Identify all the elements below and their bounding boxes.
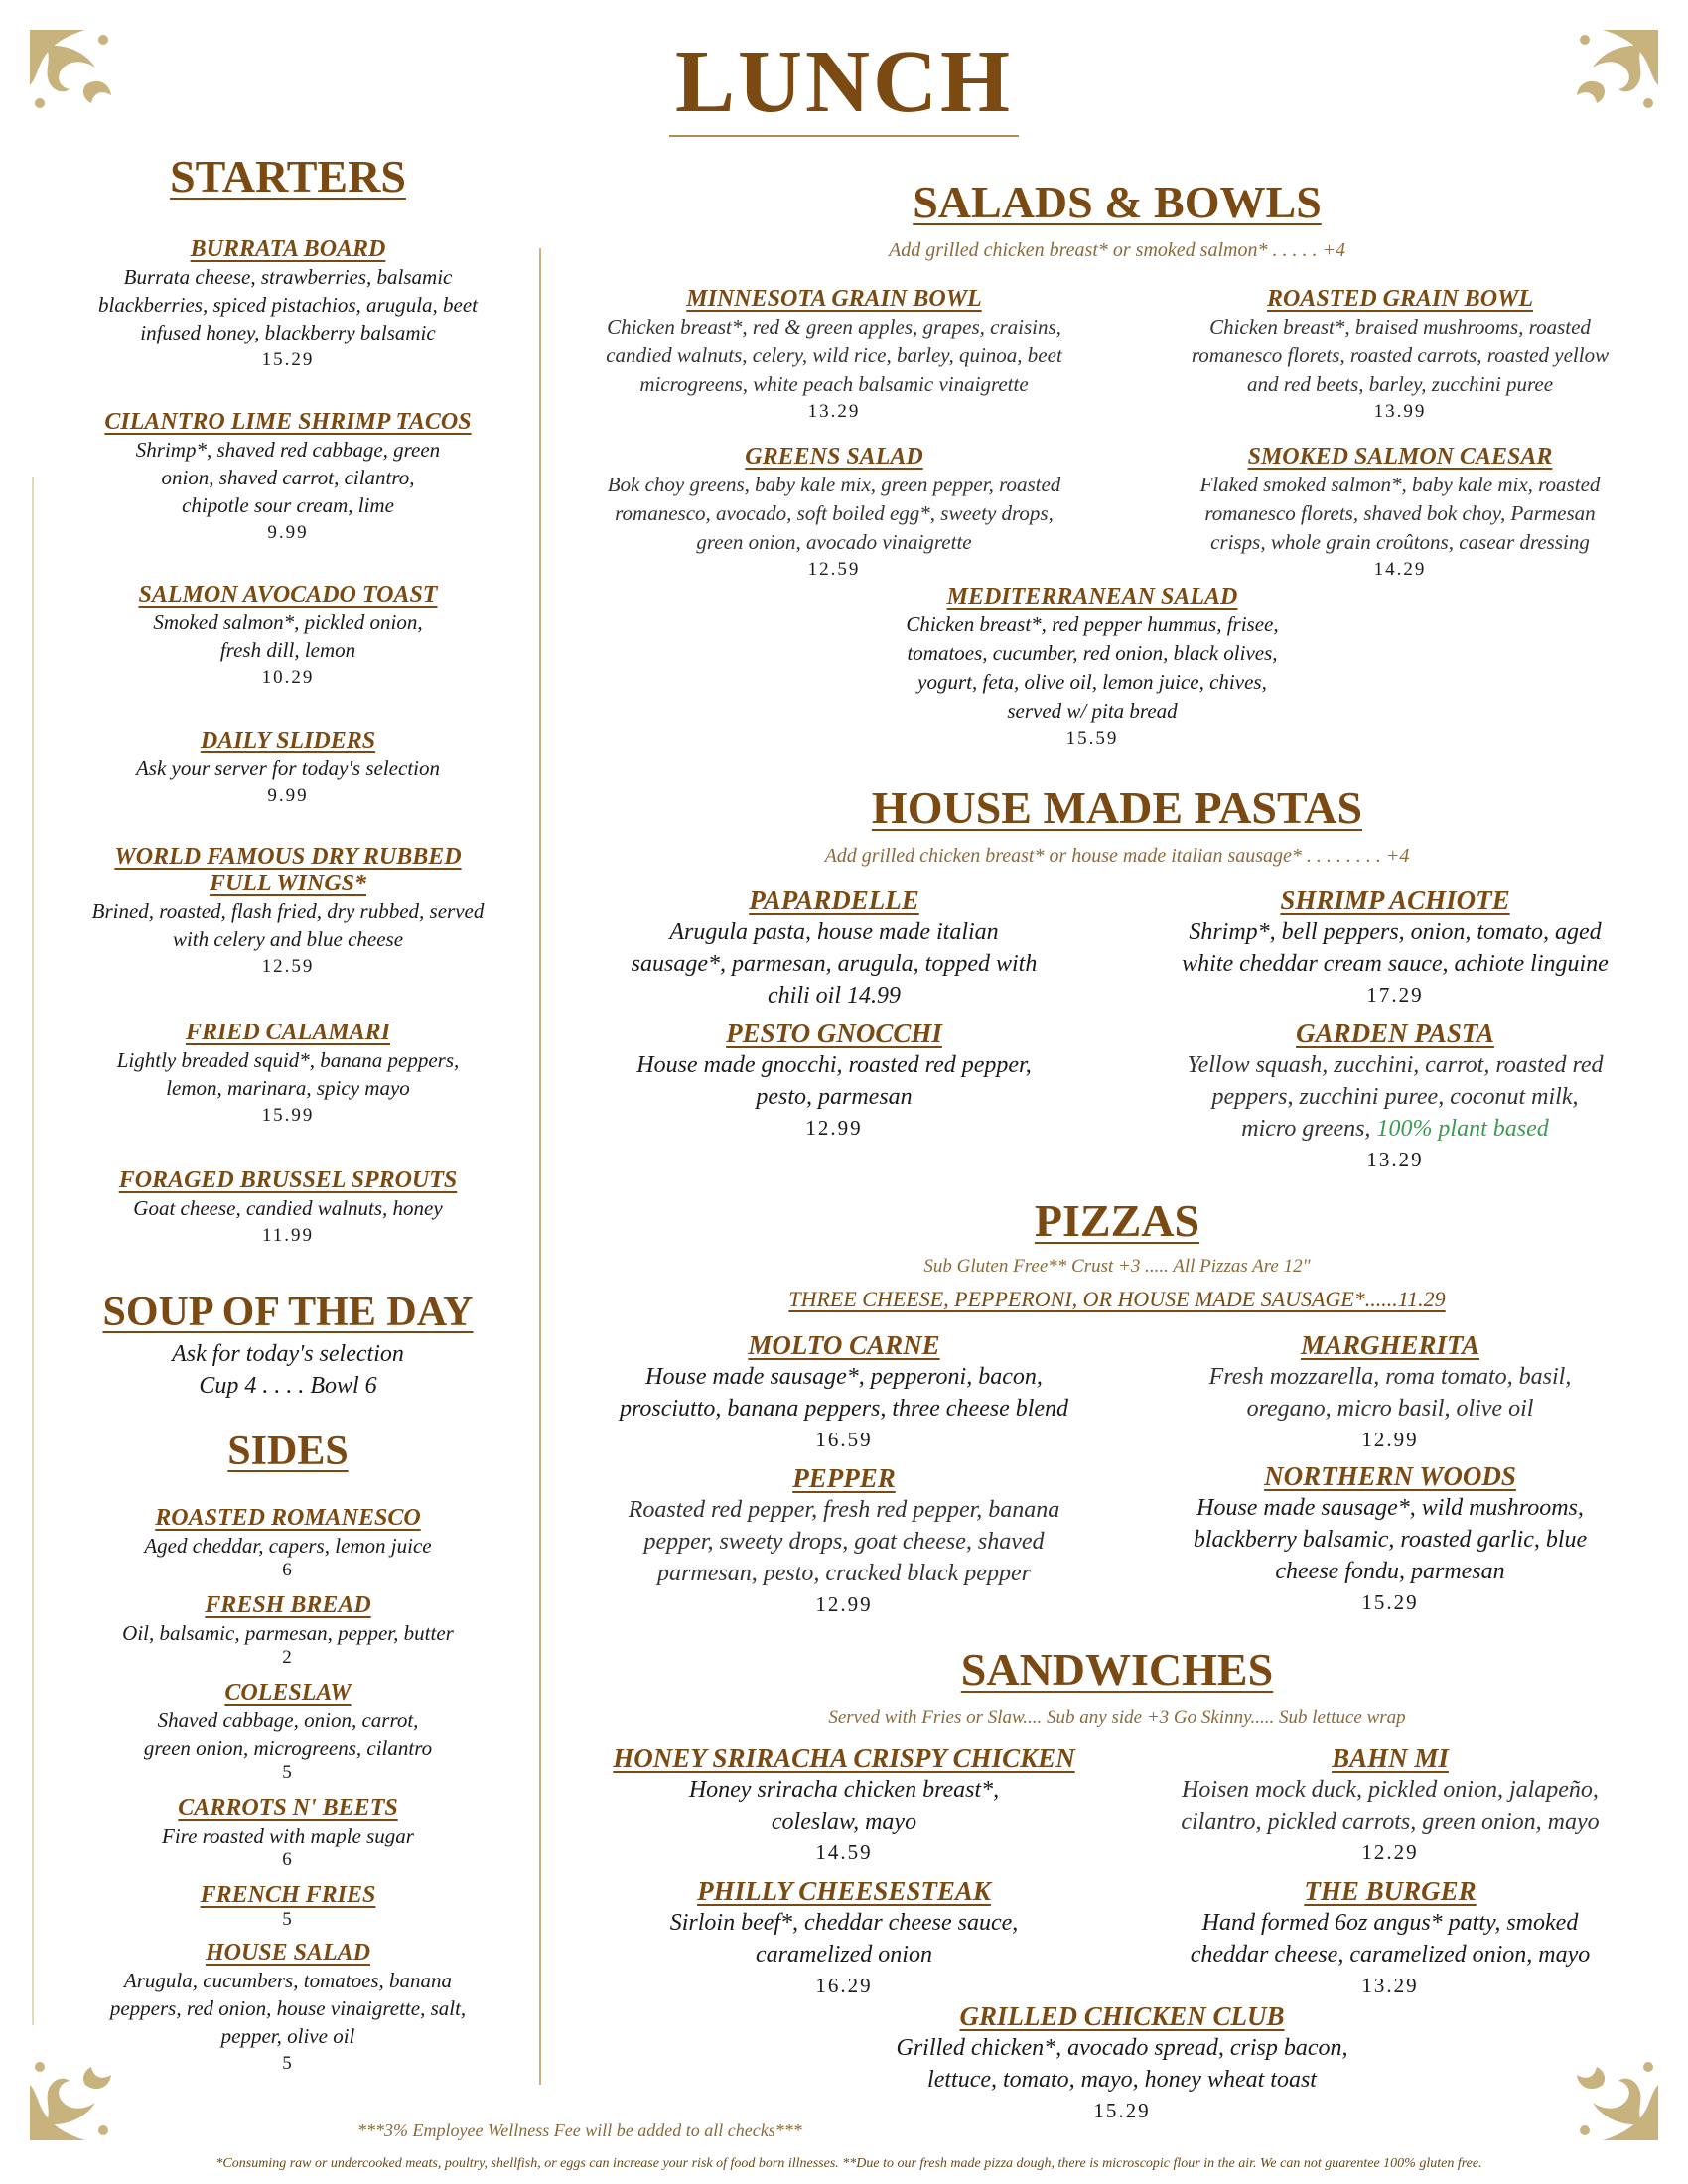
salad-desc: Flaked smoked salmon*, baby kale mix, roasted xyxy=(1199,473,1601,496)
salad-item xyxy=(765,584,1420,751)
left-column xyxy=(40,149,536,205)
salad-name: GREENS SALAD xyxy=(745,444,923,470)
sandwich-desc: caramelized onion xyxy=(756,1942,932,1968)
salad-desc: Chicken breast*, braised mushrooms, roasted xyxy=(1209,315,1591,339)
side-desc: pepper, olive oil xyxy=(220,2024,355,2048)
salad-price: 13.99 xyxy=(1373,401,1427,422)
starter-desc: with celery and blue cheese xyxy=(172,927,404,951)
pizza-desc: Fresh mozzarella, roma tomato, basil, xyxy=(1208,1364,1572,1390)
pizza-desc: House made sausage*, pepperoni, bacon, xyxy=(645,1364,1043,1390)
side-name: FRENCH FRIES xyxy=(200,1882,376,1908)
salads-heading: SALADS & BOWLS xyxy=(913,177,1322,227)
pasta-item xyxy=(556,886,1112,1012)
sandwich-price: 15.29 xyxy=(1093,2099,1151,2122)
salad-desc: Chicken breast*, red & green apples, grapes, craisins, xyxy=(607,315,1061,339)
pizza-name: PEPPER xyxy=(792,1463,896,1493)
starter-name: SALMON AVOCADO TOAST xyxy=(138,582,438,608)
side-name: CARROTS N' BEETS xyxy=(178,1795,398,1821)
salad-desc: microgreens, white peach balsamic vinaigrette xyxy=(639,372,1029,396)
starter-name: DAILY SLIDERS xyxy=(200,728,376,753)
side-price: 6 xyxy=(282,1849,294,1870)
pastas-heading: HOUSE MADE PASTAS xyxy=(871,782,1363,833)
starter-desc: fresh dill, lemon xyxy=(219,638,356,662)
pizza-price: 16.59 xyxy=(815,1428,873,1451)
sandwich-price: 13.29 xyxy=(1361,1974,1419,1997)
starter-price: 15.99 xyxy=(261,1105,315,1126)
pizzas-header xyxy=(556,1193,1678,1314)
salad-item xyxy=(556,444,1112,583)
side-price: 5 xyxy=(282,1762,294,1783)
sides-section xyxy=(40,1426,536,1477)
side-desc: peppers, red onion, house vinaigrette, salt, xyxy=(109,1996,467,2020)
sandwich-item xyxy=(1112,1876,1668,2000)
sandwich-name: BAHN MI xyxy=(1332,1743,1449,1773)
salad-desc: romanesco florets, shaved bok choy, Parmesan xyxy=(1204,501,1596,525)
starter-name: WORLD FAMOUS DRY RUBBED xyxy=(114,844,462,870)
salad-desc: and red beets, barley, zucchini puree xyxy=(1246,372,1554,396)
page-title-wrap xyxy=(0,33,1688,137)
pasta-desc: white cheddar cream sauce, achiote linguine xyxy=(1182,951,1609,977)
sandwich-price: 16.29 xyxy=(815,1974,873,1997)
sandwich-desc: Hand formed 6oz angus* patty, smoked xyxy=(1201,1910,1579,1936)
salad-desc: romanesco florets, roasted carrots, roasted yellow xyxy=(1191,343,1610,367)
sandwiches-heading: SANDWICHES xyxy=(960,1644,1274,1695)
pizza-price: 12.99 xyxy=(815,1592,873,1616)
side-desc: green onion, microgreens, cilantro xyxy=(143,1736,433,1760)
page-title: LUNCH xyxy=(669,38,1019,137)
pizza-price: 12.99 xyxy=(1361,1428,1419,1451)
pizza-desc: House made sausage*, wild mushrooms, xyxy=(1196,1495,1584,1521)
pasta-item xyxy=(1112,1019,1678,1174)
pasta-name: PESTO GNOCCHI xyxy=(726,1019,942,1048)
starter-price: 15.29 xyxy=(261,349,315,370)
salad-desc: candied walnuts, celery, wild rice, barley, quinoa, beet xyxy=(606,343,1062,367)
side-name: FRESH BREAD xyxy=(205,1592,371,1618)
sandwich-name: THE BURGER xyxy=(1304,1876,1477,1906)
pasta-price: 17.29 xyxy=(1366,983,1424,1007)
pastas-header xyxy=(556,780,1678,876)
salad-desc: green onion, avocado vinaigrette xyxy=(696,530,972,554)
starter-desc: Brined, roasted, flash fried, dry rubbed, served xyxy=(91,899,485,923)
soup-section xyxy=(40,1287,536,1402)
side-item xyxy=(40,1882,536,1931)
starter-name: FORAGED BRUSSEL SPROUTS xyxy=(118,1167,458,1193)
salad-desc: served w/ pita bread xyxy=(1007,699,1178,723)
sandwich-desc: Hoisen mock duck, pickled onion, jalapeño, xyxy=(1182,1777,1599,1803)
salad-item xyxy=(1122,286,1678,425)
pizzas-base-line: THREE CHEESE, PEPPERONI, OR HOUSE MADE SAUSAGE*......11.29 xyxy=(788,1287,1446,1311)
pizza-desc: parmesan, pesto, cracked black pepper xyxy=(657,1561,1031,1586)
sandwiches-header xyxy=(556,1642,1678,1739)
salad-desc: Chicken breast*, red pepper hummus, frisee, xyxy=(906,613,1279,636)
soup-price-line: Cup 4 . . . . Bowl 6 xyxy=(199,1373,377,1399)
salad-item xyxy=(556,286,1112,425)
side-item xyxy=(40,1592,536,1669)
pizza-item xyxy=(1112,1330,1668,1454)
salad-price: 14.29 xyxy=(1373,559,1427,580)
pasta-desc: chili oil 14.99 xyxy=(768,983,901,1009)
pizza-name: MOLTO CARNE xyxy=(748,1330,940,1360)
sandwich-price: 14.59 xyxy=(815,1841,873,1864)
side-desc: Arugula, cucumbers, tomatoes, banana xyxy=(123,1969,453,1992)
pizzas-heading: PIZZAS xyxy=(1034,1195,1200,1246)
starter-name: CILANTRO LIME SHRIMP TACOS xyxy=(104,409,472,435)
side-desc: Fire roasted with maple sugar xyxy=(162,1824,414,1847)
pizza-name: MARGHERITA xyxy=(1300,1330,1480,1360)
side-item xyxy=(40,1795,536,1871)
salad-desc: tomatoes, cucumber, red onion, black olives, xyxy=(907,641,1278,665)
side-price: 2 xyxy=(282,1647,294,1668)
pasta-desc: pesto, parmesan xyxy=(756,1084,913,1110)
pizzas-note: Sub Gluten Free** Crust +3 ..... All Pizzas Are 12" xyxy=(923,1256,1311,1277)
side-name: ROASTED ROMANESCO xyxy=(155,1505,421,1531)
pizza-name: NORTHERN WOODS xyxy=(1264,1461,1516,1491)
salads-note: Add grilled chicken breast* or smoked salmon* . . . . . +4 xyxy=(889,239,1345,261)
soup-line: Ask for today's selection xyxy=(172,1341,404,1367)
sandwich-desc: coleslaw, mayo xyxy=(771,1809,917,1835)
starter-item xyxy=(40,844,536,981)
sandwich-item xyxy=(556,1743,1132,1867)
plant-based-label: 100% plant based xyxy=(1376,1116,1549,1142)
starter-item xyxy=(40,728,536,810)
corner-ornament-icon xyxy=(1553,2035,1662,2144)
starter-desc: Lightly breaded squid*, banana peppers, xyxy=(116,1048,460,1072)
pizza-desc: prosciutto, banana peppers, three cheese blend xyxy=(619,1396,1069,1422)
starter-item xyxy=(40,1020,536,1130)
pasta-desc: Shrimp*, bell peppers, onion, tomato, aged xyxy=(1189,919,1602,945)
starter-price: 10.29 xyxy=(261,667,315,688)
starter-desc: Shrimp*, shaved red cabbage, green xyxy=(135,438,441,462)
column-divider xyxy=(539,248,541,2085)
salad-name: MEDITERRANEAN SALAD xyxy=(946,584,1238,610)
side-item xyxy=(40,1680,536,1784)
starter-price: 11.99 xyxy=(261,1225,315,1246)
sandwich-item xyxy=(794,2001,1450,2125)
starter-desc: chipotle sour cream, lime xyxy=(182,493,394,517)
pasta-price: 13.29 xyxy=(1366,1148,1424,1171)
pasta-desc: House made gnocchi, roasted red pepper, xyxy=(636,1052,1032,1078)
side-price: 5 xyxy=(282,1909,294,1930)
starter-desc: Burrata cheese, strawberries, balsamic xyxy=(123,265,453,289)
starter-desc: blackberries, spiced pistachios, arugula, beet xyxy=(97,293,479,317)
sandwich-price: 12.29 xyxy=(1361,1841,1419,1864)
pizza-desc: pepper, sweety drops, goat cheese, shaved xyxy=(643,1529,1045,1555)
wellness-fee-note: ***3% Employee Wellness Fee will be added to all checks*** xyxy=(357,2120,802,2140)
pasta-item xyxy=(556,1019,1112,1143)
pizza-desc: blackberry balsamic, roasted garlic, blue xyxy=(1193,1527,1588,1553)
sandwich-name: HONEY SRIRACHA CRISPY CHICKEN xyxy=(613,1743,1075,1773)
pasta-price: 12.99 xyxy=(805,1116,863,1140)
sandwich-desc: Sirloin beef*, cheddar cheese sauce, xyxy=(669,1910,1019,1936)
salad-desc: crisps, whole grain croûtons, casear dressing xyxy=(1210,530,1590,554)
starter-item xyxy=(40,409,536,547)
starter-desc: Smoked salmon*, pickled onion, xyxy=(153,611,423,634)
sandwich-item xyxy=(556,1876,1132,2000)
sandwich-desc: cilantro, pickled carrots, green onion, mayo xyxy=(1181,1809,1600,1835)
salad-desc: Bok choy greens, baby kale mix, green pepper, roasted xyxy=(607,473,1061,496)
starter-price: 9.99 xyxy=(267,785,309,806)
sandwiches-note: Served with Fries or Slaw.... Sub any side +3 Go Skinny..... Sub lettuce wrap xyxy=(828,1707,1406,1728)
salads-header xyxy=(556,175,1678,270)
side-price: 5 xyxy=(282,2053,294,2074)
soup-heading: SOUP OF THE DAY xyxy=(102,1290,474,1335)
starter-name: FRIED CALAMARI xyxy=(185,1020,391,1045)
starter-name: FULL WINGS* xyxy=(209,871,367,896)
salad-desc: yogurt, feta, olive oil, lemon juice, chives, xyxy=(917,670,1267,694)
pizza-desc: oregano, micro basil, olive oil xyxy=(1246,1396,1534,1422)
sandwich-name: PHILLY CHEESESTEAK xyxy=(697,1876,991,1906)
starter-price: 9.99 xyxy=(267,522,309,543)
salad-desc: romanesco, avocado, soft boiled egg*, sweety drops, xyxy=(615,501,1054,525)
starter-item xyxy=(40,1167,536,1250)
pizza-desc: Roasted red pepper, fresh red pepper, banana xyxy=(628,1497,1060,1523)
side-desc: Oil, balsamic, parmesan, pepper, butter xyxy=(122,1621,454,1645)
sandwich-desc: cheddar cheese, caramelized onion, mayo xyxy=(1190,1942,1591,1968)
starter-item xyxy=(40,236,536,374)
salad-item xyxy=(1122,444,1678,583)
pasta-name: SHRIMP ACHIOTE xyxy=(1280,886,1510,915)
salad-name: SMOKED SALMON CAESAR xyxy=(1247,444,1553,470)
sandwich-desc: lettuce, tomato, mayo, honey wheat toast xyxy=(927,2067,1317,2093)
pasta-desc: Yellow squash, zucchini, carrot, roasted red xyxy=(1187,1052,1604,1078)
salad-price: 13.29 xyxy=(807,401,861,422)
pizza-item xyxy=(556,1330,1132,1454)
pasta-desc: peppers, zucchini puree, coconut milk, xyxy=(1211,1084,1579,1110)
pizza-item xyxy=(1112,1461,1668,1617)
pasta-name: PAPARDELLE xyxy=(749,886,919,915)
side-item xyxy=(40,1505,536,1581)
starter-item xyxy=(40,582,536,692)
sandwich-name: GRILLED CHICKEN CLUB xyxy=(959,2001,1285,2031)
side-name: HOUSE SALAD xyxy=(205,1940,371,1966)
starter-desc: onion, shaved carrot, cilantro, xyxy=(161,466,415,489)
pasta-desc-line xyxy=(1112,1113,1678,1145)
starter-desc: infused honey, blackberry balsamic xyxy=(140,321,436,344)
starter-desc: Ask your server for today's selection xyxy=(135,756,440,780)
pizza-price: 15.29 xyxy=(1361,1590,1419,1614)
pastas-note: Add grilled chicken breast* or house made italian sausage* . . . . . . . . +4 xyxy=(824,845,1410,867)
pasta-desc: Arugula pasta, house made italian xyxy=(669,919,999,945)
side-price: 6 xyxy=(282,1560,294,1580)
disclaimer-note: *Consuming raw or undercooked meats, poultry, shellfish, or eggs can increase your risk of food born illnesses. **Due to our fresh made pizza dough, there is microscopic flour in the air. We can not guarentee 100% gluten free. xyxy=(215,2156,1482,2171)
salad-price: 15.59 xyxy=(1065,728,1119,749)
salad-price: 12.59 xyxy=(807,559,861,580)
pizza-item xyxy=(556,1463,1132,1619)
pasta-name: GARDEN PASTA xyxy=(1296,1019,1494,1048)
side-item xyxy=(40,1940,536,2078)
sides-heading: SIDES xyxy=(227,1429,349,1474)
pasta-desc: micro greens, xyxy=(1241,1116,1377,1142)
side-name: COLESLAW xyxy=(224,1680,352,1706)
starter-price: 12.59 xyxy=(261,956,315,977)
pizza-desc: cheese fondu, parmesan xyxy=(1275,1559,1505,1584)
sandwich-desc: Honey sriracha chicken breast*, xyxy=(688,1777,1000,1803)
side-desc: Aged cheddar, capers, lemon juice xyxy=(144,1534,432,1558)
pasta-item xyxy=(1112,886,1678,1010)
salad-name: MINNESOTA GRAIN BOWL xyxy=(686,286,982,312)
starter-desc: lemon, marinara, spicy mayo xyxy=(166,1076,410,1100)
left-rule xyxy=(32,477,34,2025)
starter-desc: Goat cheese, candied walnuts, honey xyxy=(133,1196,443,1220)
salad-name: ROASTED GRAIN BOWL xyxy=(1266,286,1534,312)
sandwich-item xyxy=(1112,1743,1668,1867)
pasta-desc: sausage*, parmesan, arugula, topped with xyxy=(631,951,1038,977)
starters-heading: STARTERS xyxy=(170,151,406,202)
side-desc: Shaved cabbage, onion, carrot, xyxy=(157,1708,419,1732)
sandwich-desc: Grilled chicken*, avocado spread, crisp bacon, xyxy=(896,2035,1348,2061)
starter-name: BURRATA BOARD xyxy=(190,236,386,262)
